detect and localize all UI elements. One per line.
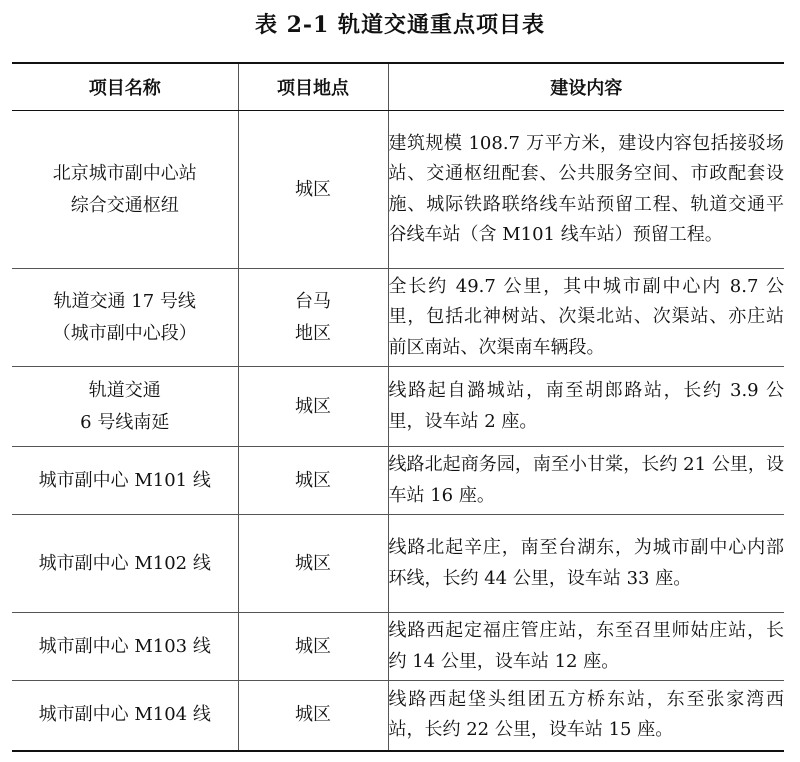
project-name-line: （城市副中心段）	[52, 322, 197, 344]
project-content-cell: 全长约 49.7 公里，其中城市副中心内 8.7 公里，包括北神树站、次渠北站、次渠站、亦庄站前区南站、次渠南车辆段。	[388, 269, 784, 367]
project-name-line: 城市副中心 M102 线	[38, 552, 211, 574]
projects-table	[12, 62, 784, 752]
project-name-line: 北京城市副中心站	[52, 162, 197, 184]
project-name-cell	[12, 613, 238, 681]
project-name-line: 轨道交通 17 号线	[53, 290, 196, 312]
project-content-cell: 建筑规模 108.7 万平方米，建设内容包括接驳场站、交通枢纽配套、公共服务空间、市政配套设施、城际铁路联络线车站预留工程、轨道交通平谷线车站（含 M101 线车站）预留工程。	[388, 111, 784, 269]
table-title: 表 2-1 轨道交通重点项目表	[254, 12, 546, 38]
project-location-line: 城区	[295, 178, 331, 200]
project-location-cell	[238, 447, 388, 515]
table-row	[12, 269, 784, 367]
project-name-cell	[12, 515, 238, 613]
header-project-name: 项目名称	[12, 63, 238, 111]
project-content-cell: 线路西起垡头组团五方桥东站，东至张家湾西站，长约 22 公里，设车站 15 座。	[388, 681, 784, 751]
project-name-line: 城市副中心 M104 线	[38, 704, 211, 726]
project-location-cell	[238, 111, 388, 269]
project-location-cell	[238, 681, 388, 751]
project-name-cell	[12, 367, 238, 447]
project-name-line: 城市副中心 M103 线	[38, 635, 211, 657]
table-row	[12, 613, 784, 681]
project-content-cell: 线路北起商务园，南至小甘棠，长约 21 公里，设车站 16 座。	[388, 447, 784, 515]
project-location-line: 城区	[295, 552, 331, 574]
header-row	[12, 63, 784, 111]
project-location-cell	[238, 367, 388, 447]
project-location-cell	[238, 515, 388, 613]
header-construction-content: 建设内容	[388, 63, 784, 111]
project-location-cell	[238, 269, 388, 367]
project-content-cell: 线路北起辛庄，南至台湖东，为城市副中心内部环线，长约 44 公里，设车站 33 座。	[388, 515, 784, 613]
project-name-cell	[12, 111, 238, 269]
project-location-line: 地区	[295, 322, 331, 344]
project-location-line: 城区	[295, 635, 331, 657]
project-content-cell: 线路起自潞城站，南至胡郎路站，长约 3.9 公里，设车站 2 座。	[388, 367, 784, 447]
project-name-line: 轨道交通	[88, 379, 161, 401]
project-name-cell	[12, 681, 238, 751]
project-name-line: 城市副中心 M101 线	[38, 469, 211, 491]
table-row	[12, 447, 784, 515]
project-name-cell	[12, 447, 238, 515]
project-location-line: 城区	[295, 469, 331, 491]
table-row	[12, 367, 784, 447]
project-location-line: 城区	[295, 395, 331, 417]
project-location-line: 城区	[295, 704, 331, 726]
project-content-cell: 线路西起定福庄管庄站，东至召里师姑庄站，长约 14 公里，设车站 12 座。	[388, 613, 784, 681]
table-row	[12, 515, 784, 613]
project-location-cell	[238, 613, 388, 681]
project-name-line: 综合交通枢纽	[70, 194, 179, 216]
table-row	[12, 111, 784, 269]
header-project-location: 项目地点	[238, 63, 388, 111]
project-location-line: 台马	[295, 290, 331, 312]
table-row	[12, 681, 784, 751]
project-name-cell	[12, 269, 238, 367]
project-name-line: 6 号线南延	[80, 411, 170, 433]
